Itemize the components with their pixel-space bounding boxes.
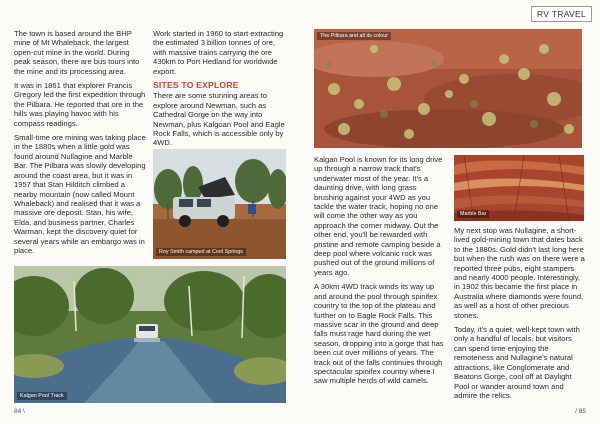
paragraph: The town is based around the BHP mine of Mt Whaleback, the largest open-cut mine in the world. During peak season, there are bus tours into the mine and its processing area. bbox=[14, 29, 140, 76]
column-4 bbox=[454, 226, 586, 405]
photo-caption: Roy Smith camped at Cool Springs bbox=[156, 248, 246, 256]
paragraph: It was in 1861 that explorer Francis Gregory led the first expedition through the Pilbara. He reported that ore in the hills was playing havoc with his compass readings. bbox=[14, 81, 146, 128]
paragraph: My next stop was Nullagine, a short-lived gold-mining town that dates back to the 1880s. Gold didn't last long here but when the rush was on there were a reported three pubs, eight stampers and nearly 4000 people. Interestingly, in 1902 this became the first place in Australia where diamonds were found, as well as a host of other precious stones. bbox=[454, 226, 585, 320]
page-number-right: / 85 bbox=[575, 408, 586, 415]
column-3 bbox=[314, 155, 446, 391]
paragraph: A 30km 4WD track winds its way up and around the pool through spinifex country to the top of the plateau and further on to Eagle Rock Falls. This massive scar in the ground and deep falls must rage hard during the wet season, dropping into a gorge that has been cut over millions of years. The track out of the falls continues through spectacular spinifex country where I saw multiple herds of wild camels. bbox=[314, 282, 444, 386]
photo-caption: Kalgan Pool Track bbox=[17, 392, 67, 400]
camp-4wd-photo bbox=[153, 149, 286, 259]
red-rock-photo bbox=[454, 155, 584, 221]
column-1 bbox=[14, 29, 146, 260]
column-2 bbox=[153, 29, 289, 153]
paragraph: There are some stunning areas to explore around Newman, such as Cathedral Gorge on the way into Newman, plus Kalgoan Pool and Eagle Rock Falls, which is accessible only by 4WD. bbox=[153, 91, 285, 148]
paragraph: Kalgan Pool is known for its long drive up through a narrow track that's underwater most of the year. It's a daunting drive, with long grass brushing against your 4WD as you tackle the water track, hoping no one will come the other way as you approach the corner midway. Out the other end, you'll be rewarded with pristine and remote camping beside a deep pool where volcanic rock was pushed out of the ground millions of years ago. bbox=[314, 155, 443, 277]
section-tag: RV TRAVEL bbox=[531, 6, 592, 22]
paragraph: Small-time ore mining was taking place in the 1880s when a little gold was found around Nullagine and Marble Bar. The Pilbara was slowly developing around the coast area, but it was in 1957 that Stan Hilditch climbed a nearby mountain (now called Mount Whaleback) and realised that it was a massive ore deposit. Stan, his wife, Elda, and business partner, Charles Warman, kept the discovery quiet for several years while an embargo was in place. bbox=[14, 133, 146, 255]
photo-caption: Marble Bar bbox=[457, 210, 489, 218]
pool-track-photo bbox=[14, 266, 286, 403]
paragraph: Today, it's a quiet, well-kept town with only a handful of locals, but visitors can spend time enjoying the remoteness and Nullagine's natural attractions, like Conglomerate and Beatons Gorge, cool off at Daylight Pool or wander around town and admire the relics. bbox=[454, 325, 580, 400]
paragraph: Work started in 1960 to start extracting the estimated 3 billion tonnes of ore, with massive trains carrying the ore 430km to Port Hedland for worldwide export. bbox=[153, 29, 284, 76]
photo-caption: The Pilbara and all its colour bbox=[317, 32, 391, 40]
spinifex-landscape-photo bbox=[314, 29, 582, 148]
subheading: SITES TO EXPLORE bbox=[153, 80, 239, 91]
page-number-left: 84 \ bbox=[14, 408, 25, 415]
